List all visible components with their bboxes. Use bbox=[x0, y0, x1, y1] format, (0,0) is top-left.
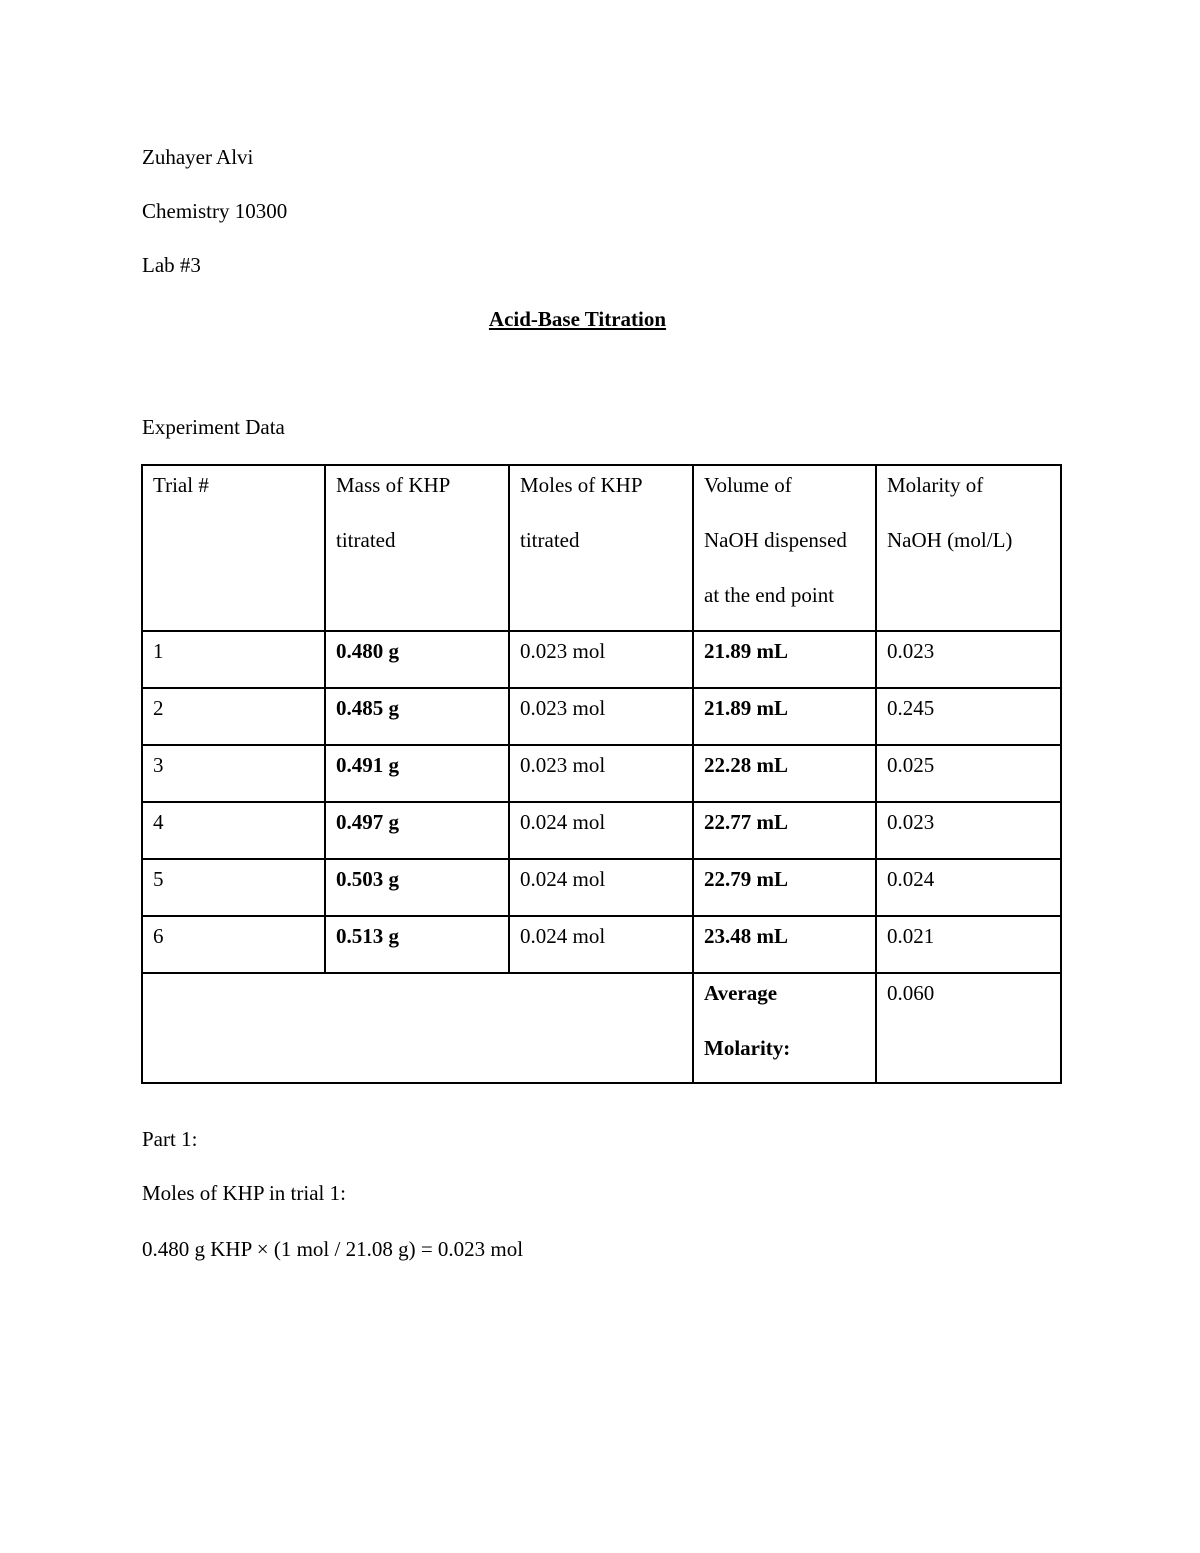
experiment-data-table bbox=[141, 464, 1062, 1084]
header-volume bbox=[693, 465, 876, 631]
moles-value: 0.023 mol bbox=[520, 639, 606, 663]
molarity-cell bbox=[876, 916, 1061, 973]
trial-number: 6 bbox=[153, 924, 164, 948]
table-row bbox=[142, 745, 1061, 802]
molarity-value: 0.025 bbox=[887, 753, 935, 777]
average-label-line1: Average bbox=[704, 981, 778, 1005]
trial-cell bbox=[142, 631, 325, 688]
trial-number: 1 bbox=[153, 639, 164, 663]
volume-cell bbox=[693, 631, 876, 688]
header-mass-line2: titrated bbox=[336, 528, 396, 552]
molarity-value: 0.021 bbox=[887, 924, 935, 948]
trial-number: 5 bbox=[153, 867, 164, 891]
molarity-cell bbox=[876, 859, 1061, 916]
moles-cell bbox=[509, 688, 693, 745]
volume-cell bbox=[693, 859, 876, 916]
molarity-value: 0.024 bbox=[887, 867, 935, 891]
header-trial-text: Trial # bbox=[153, 473, 209, 497]
header-molarity bbox=[876, 465, 1061, 631]
trial-cell bbox=[142, 916, 325, 973]
part1-label: Part 1: bbox=[142, 1127, 198, 1151]
table-row bbox=[142, 916, 1061, 973]
course-name: Chemistry 10300 bbox=[142, 199, 288, 223]
header-moles bbox=[509, 465, 693, 631]
author-name: Zuhayer Alvi bbox=[142, 145, 254, 169]
header-molarity-line1: Molarity of bbox=[887, 473, 984, 497]
mass-value: 0.491 g bbox=[336, 753, 399, 777]
mass-value: 0.513 g bbox=[336, 924, 399, 948]
molarity-cell bbox=[876, 745, 1061, 802]
mass-value: 0.503 g bbox=[336, 867, 399, 891]
header-mass bbox=[325, 465, 509, 631]
volume-value: 23.48 mL bbox=[704, 924, 788, 948]
molarity-cell bbox=[876, 631, 1061, 688]
average-empty-cell bbox=[142, 973, 693, 1083]
moles-cell bbox=[509, 745, 693, 802]
header-moles-line2: titrated bbox=[520, 528, 580, 552]
header-volume-line3: at the end point bbox=[704, 583, 835, 607]
trial-cell bbox=[142, 745, 325, 802]
table-row bbox=[142, 688, 1061, 745]
molarity-value: 0.023 bbox=[887, 810, 935, 834]
molarity-value: 0.245 bbox=[887, 696, 935, 720]
volume-value: 22.79 mL bbox=[704, 867, 788, 891]
volume-cell bbox=[693, 688, 876, 745]
trial-cell bbox=[142, 859, 325, 916]
lab-number: Lab #3 bbox=[142, 253, 201, 277]
part1-subheading: Moles of KHP in trial 1: bbox=[142, 1181, 346, 1205]
mass-value: 0.480 g bbox=[336, 639, 399, 663]
volume-cell bbox=[693, 916, 876, 973]
molarity-cell bbox=[876, 688, 1061, 745]
table-row bbox=[142, 631, 1061, 688]
average-label-line2: Molarity: bbox=[704, 1036, 791, 1060]
volume-cell bbox=[693, 745, 876, 802]
trial-cell bbox=[142, 688, 325, 745]
mass-cell bbox=[325, 859, 509, 916]
average-row bbox=[142, 973, 1061, 1083]
header-trial bbox=[142, 465, 325, 631]
header-molarity-line2: NaOH (mol/L) bbox=[887, 528, 1013, 552]
volume-value: 22.77 mL bbox=[704, 810, 788, 834]
average-label-cell bbox=[693, 973, 876, 1083]
mass-value: 0.497 g bbox=[336, 810, 399, 834]
header-volume-line1: Volume of bbox=[704, 473, 792, 497]
trial-number: 2 bbox=[153, 696, 164, 720]
section-label: Experiment Data bbox=[142, 415, 285, 439]
molarity-value: 0.023 bbox=[887, 639, 935, 663]
header-moles-line1: Moles of KHP bbox=[520, 473, 643, 497]
moles-value: 0.024 mol bbox=[520, 924, 606, 948]
mass-cell bbox=[325, 916, 509, 973]
volume-value: 22.28 mL bbox=[704, 753, 788, 777]
trial-cell bbox=[142, 802, 325, 859]
molarity-cell bbox=[876, 802, 1061, 859]
trial-number: 4 bbox=[153, 810, 164, 834]
table-header-row bbox=[142, 465, 1061, 631]
table-row bbox=[142, 802, 1061, 859]
mass-cell bbox=[325, 631, 509, 688]
moles-value: 0.023 mol bbox=[520, 753, 606, 777]
mass-cell bbox=[325, 802, 509, 859]
moles-cell bbox=[509, 802, 693, 859]
moles-value: 0.023 mol bbox=[520, 696, 606, 720]
average-value-cell bbox=[876, 973, 1061, 1083]
moles-value: 0.024 mol bbox=[520, 867, 606, 891]
trial-number: 3 bbox=[153, 753, 164, 777]
moles-cell bbox=[509, 916, 693, 973]
moles-value: 0.024 mol bbox=[520, 810, 606, 834]
average-molarity-value: 0.060 bbox=[887, 981, 935, 1005]
moles-cell bbox=[509, 631, 693, 688]
volume-value: 21.89 mL bbox=[704, 696, 788, 720]
mass-cell bbox=[325, 745, 509, 802]
moles-cell bbox=[509, 859, 693, 916]
part1-equation: 0.480 g KHP × (1 mol / 21.08 g) = 0.023 mol bbox=[142, 1237, 524, 1261]
mass-cell bbox=[325, 688, 509, 745]
table-row bbox=[142, 859, 1061, 916]
document-title: Acid-Base Titration bbox=[488, 307, 667, 331]
volume-value: 21.89 mL bbox=[704, 639, 788, 663]
mass-value: 0.485 g bbox=[336, 696, 399, 720]
volume-cell bbox=[693, 802, 876, 859]
header-volume-line2: NaOH dispensed bbox=[704, 528, 847, 552]
header-mass-line1: Mass of KHP bbox=[336, 473, 451, 497]
